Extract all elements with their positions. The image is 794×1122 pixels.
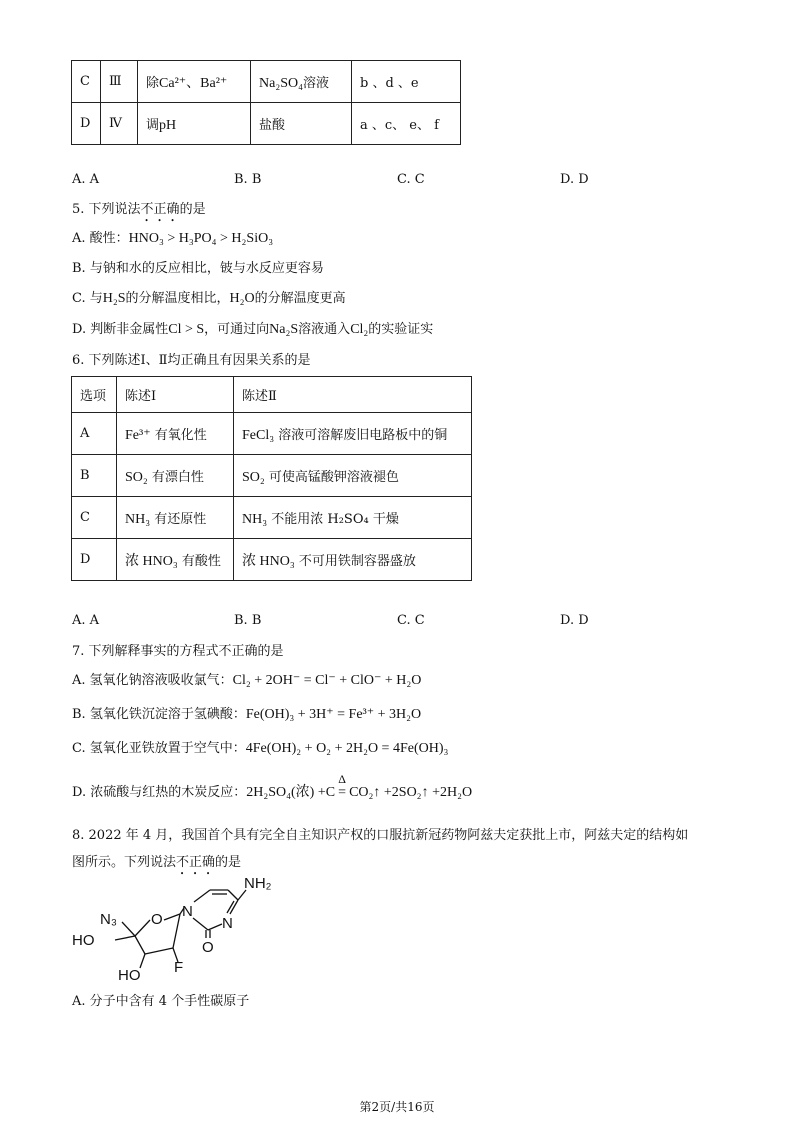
q7-option-b[interactable]: B. 氢氧化铁沉淀溶于氢碘酸：Fe(OH)₃ + 3H⁺ = Fe³⁺ + 3H₂O xyxy=(72,707,422,722)
q6-header-s1: 陈述Ⅰ xyxy=(117,377,234,413)
page-footer: 第2页/共16页 xyxy=(359,1100,435,1114)
q4-option-b[interactable]: B. B xyxy=(234,172,262,187)
heat-delta-symbol: Δ xyxy=(338,772,346,786)
azvudine-structure xyxy=(70,868,290,988)
reagent-table xyxy=(71,60,461,145)
q6-option-c[interactable]: C. C xyxy=(397,613,425,628)
mol-o-ring: O xyxy=(151,911,163,928)
q5-option-b[interactable]: B. 与钠和水的反应相比，铍与水反应更容易 xyxy=(72,261,324,276)
q6-row-option: D xyxy=(72,539,117,581)
q6-header-s2: 陈述Ⅱ xyxy=(234,377,472,413)
q8-stem-line2: 图所示。下列说法不正确的是 xyxy=(72,855,242,870)
table1-cell-operation: 调pH xyxy=(138,103,251,145)
q6-row-s1: NH₃ 有还原性 xyxy=(117,497,234,539)
q8-stem-line1: 8. 2022 年 4 月，我国首个具有完全自主知识产权的口服抗新冠药物阿兹夫定获批上市，阿兹夫定的结构如 xyxy=(72,828,689,843)
q7-option-a[interactable]: A. 氢氧化钠溶液吸收氯气：Cl₂ + 2OH⁻ = Cl⁻ + ClO⁻ + H₂O xyxy=(72,673,422,688)
q6-row-s1: Fe³⁺ 有氧化性 xyxy=(117,413,234,455)
q6-row-s2: FeCl₃ 溶液可溶解废旧电路板中的铜 xyxy=(234,413,472,455)
q6-row-s2: 浓 HNO₃ 不可用铁制容器盛放 xyxy=(234,539,472,581)
q4-option-c[interactable]: C. C xyxy=(397,172,425,187)
q4-options xyxy=(0,172,794,190)
q4-option-a[interactable]: A. A xyxy=(72,172,100,187)
q6-row-s1: SO₂ 有漂白性 xyxy=(117,455,234,497)
q6-row-s2: NH₃ 不能用浓 H₂SO₄ 干燥 xyxy=(234,497,472,539)
q6-option-b[interactable]: B. B xyxy=(234,613,262,628)
q5-stem: 5. 下列说法不正确的是 xyxy=(72,202,206,217)
q6-header-option: 选项 xyxy=(72,377,117,413)
q7-option-c[interactable]: C. 氢氧化亚铁放置于空气中：4Fe(OH)₂ + O₂ + 2H₂O = 4Fe(OH)₃ xyxy=(72,741,449,756)
q6-row-option: C xyxy=(72,497,117,539)
table1-cell-letter: C xyxy=(72,61,101,103)
q6-option-a[interactable]: A. A xyxy=(72,613,100,628)
q5-option-c[interactable]: C. 与H₂S的分解温度相比，H₂O的分解温度更高 xyxy=(72,291,346,306)
q6-option-d[interactable]: D. D xyxy=(560,613,589,628)
table1-cell-steps: a 、c、 e、 f xyxy=(352,103,461,145)
table1-cell-roman: Ⅲ xyxy=(101,61,138,103)
q6-row-option: A xyxy=(72,413,117,455)
q6-options xyxy=(0,613,794,631)
mol-nh2: NH₂ xyxy=(244,875,272,892)
table1-cell-roman: Ⅳ xyxy=(101,103,138,145)
mol-o-carbonyl: O xyxy=(202,939,214,956)
q6-table xyxy=(71,376,472,581)
q7-stem: 7. 下列解释事实的方程式不正确的是 xyxy=(72,644,284,659)
q7-option-d[interactable]: D. 浓硫酸与红热的木炭反应：2H₂SO₄(浓) +C Δ = CO₂↑ +2SO₂↑ +2H₂O xyxy=(72,772,473,800)
q8-option-a[interactable]: A. 分子中含有 4 个手性碳原子 xyxy=(72,994,250,1009)
table1-cell-reagent: Na₂SO₄溶液 xyxy=(251,61,352,103)
table1-cell-reagent: 盐酸 xyxy=(251,103,352,145)
mol-n3-ring: N xyxy=(222,915,233,932)
table1-cell-operation: 除Ca²⁺、Ba²⁺ xyxy=(138,61,251,103)
table1-cell-steps: b 、d 、e xyxy=(352,61,461,103)
mol-n1: N xyxy=(182,903,193,920)
q5-option-d[interactable]: D. 判断非金属性Cl > S，可通过向Na₂S溶液通入Cl₂的实验证实 xyxy=(72,322,434,337)
q6-stem: 6. 下列陈述Ⅰ、Ⅱ均正确且有因果关系的是 xyxy=(72,353,311,368)
mol-ho-bottom: HO xyxy=(118,967,141,984)
q6-row-s2: SO₂ 可使高锰酸钾溶液褪色 xyxy=(234,455,472,497)
q6-row-s1: 浓 HNO₃ 有酸性 xyxy=(117,539,234,581)
q5-option-a[interactable]: A. 酸性：HNO₃ > H₃PO₄ > H₂SiO₃ xyxy=(72,231,274,246)
mol-f: F xyxy=(174,959,184,976)
table1-cell-letter: D xyxy=(72,103,101,145)
q6-row-option: B xyxy=(72,455,117,497)
q4-option-d[interactable]: D. D xyxy=(560,172,589,187)
mol-ho-left: HO xyxy=(72,932,95,949)
mol-n3-group: N₃ xyxy=(100,911,117,928)
